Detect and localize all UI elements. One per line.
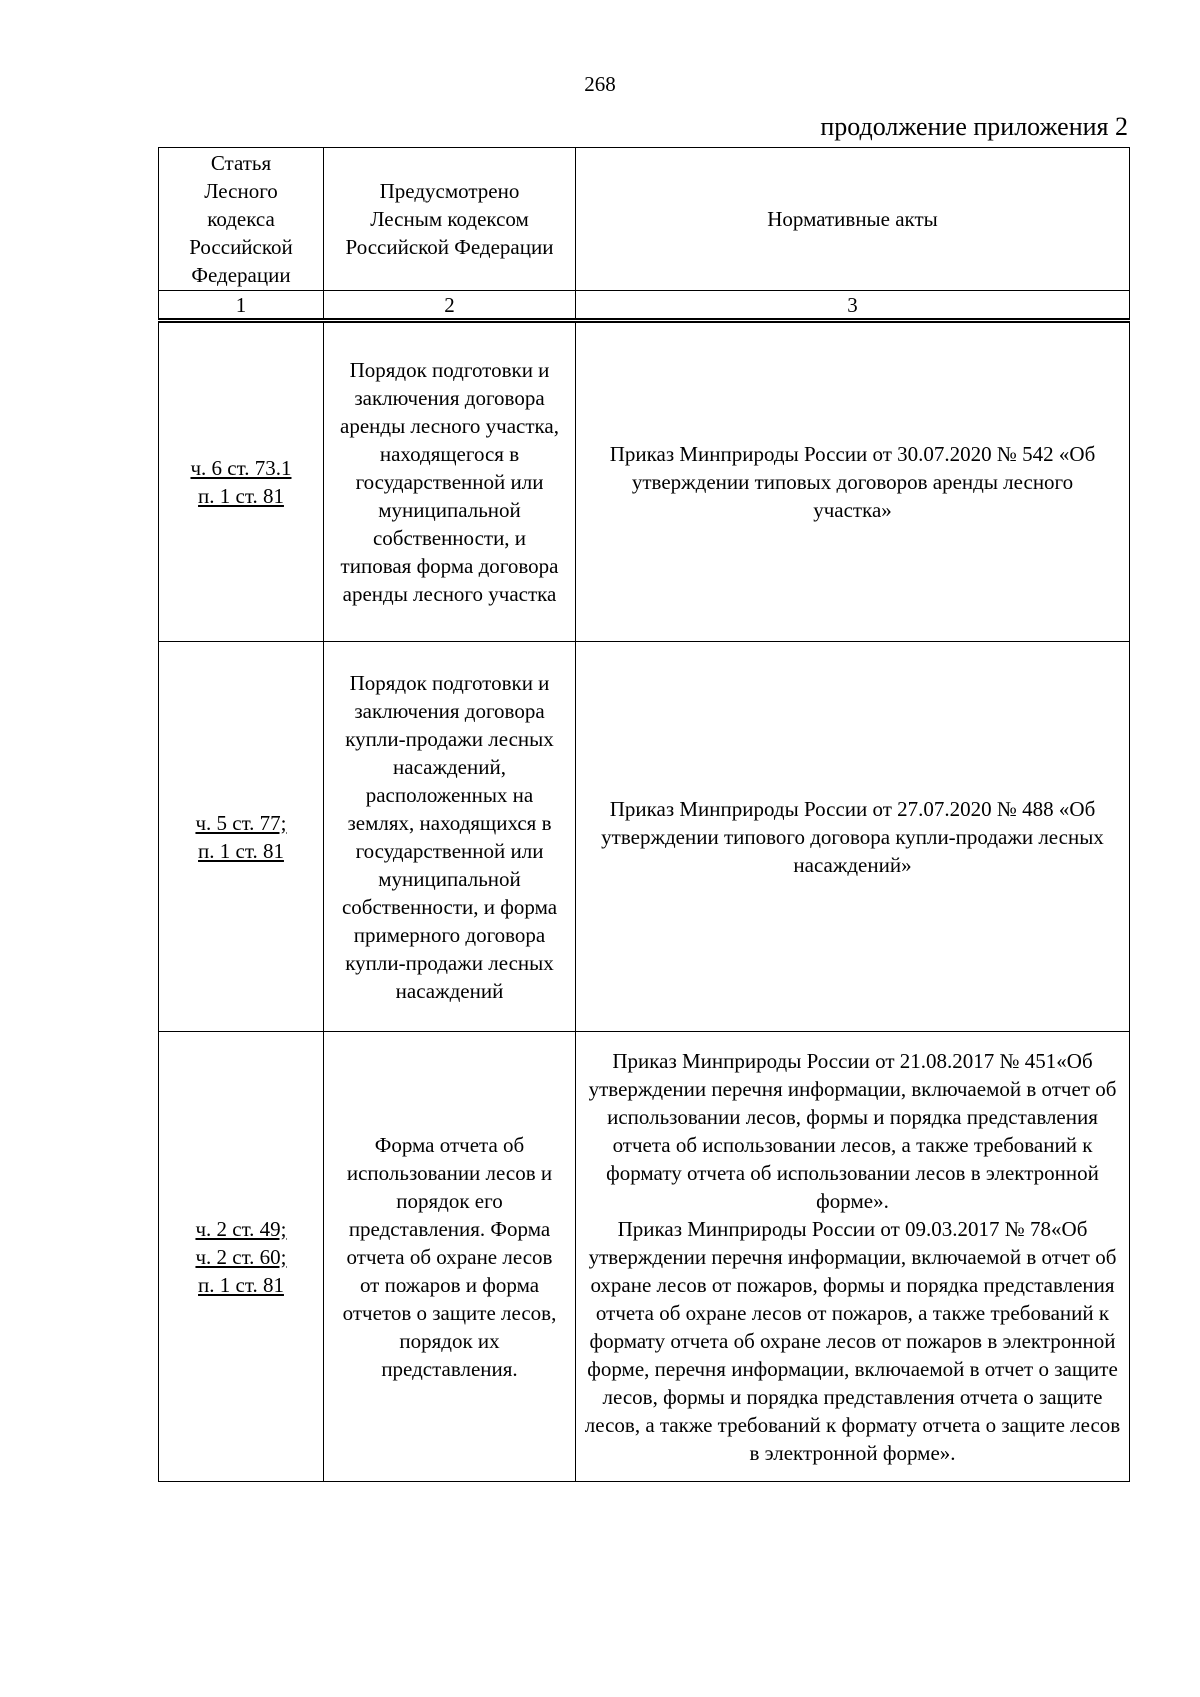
article-reference-link[interactable]: ч. 5 ст. 77; bbox=[195, 810, 287, 835]
article-cell bbox=[159, 642, 324, 1032]
normative-act: Приказ Минприроды России от 09.03.2017 № 78«Об утверждении перечня информации, включаемой в отчет об охране лесов от пожаров, формы и порядка представления отчета об охране лесов от пожаров, а также требований к формату отчета об охране лесов от пожаров в электронной форме, перечня информации, включаемой в отчет о защите лесов, формы и порядка представления отчета о защите лесов, а также требований к формату отчета о защите лесов в электронной форме». bbox=[584, 1216, 1121, 1465]
header-article: Статья Лесного кодекса Российской Федерации bbox=[159, 148, 324, 291]
column-number-row bbox=[159, 291, 1130, 321]
page-number: 268 bbox=[584, 72, 616, 96]
acts-cell bbox=[576, 642, 1130, 1032]
article-cell bbox=[159, 321, 324, 642]
article-reference-link[interactable]: ч. 2 ст. 49; bbox=[195, 1216, 287, 1241]
column-number: 3 bbox=[576, 291, 1130, 321]
article-reference-link[interactable]: ч. 2 ст. 60; bbox=[195, 1244, 287, 1269]
normative-act: Приказ Минприроды России от 27.07.2020 № 488 «Об утверждении типового договора купли-продажи лесных насаждений» bbox=[601, 796, 1104, 877]
article-reference-link[interactable]: п. 1 ст. 81 bbox=[198, 838, 284, 863]
table-row bbox=[159, 1032, 1130, 1482]
article-reference-link[interactable]: ч. 6 ст. 73.1 bbox=[190, 456, 292, 480]
regulations-table bbox=[158, 147, 1130, 1482]
acts-cell bbox=[576, 1032, 1130, 1482]
table-row bbox=[159, 642, 1130, 1032]
acts-cell bbox=[576, 321, 1130, 642]
normative-act: Приказ Минприроды России от 30.07.2020 № 542 «Об утверждении типовых договоров аренды лесного участка» bbox=[609, 442, 1096, 522]
header-acts: Нормативные акты bbox=[576, 148, 1130, 291]
appendix-continuation-label: продолжение приложения 2 bbox=[820, 112, 1128, 141]
provision-cell: Форма отчета об использовании лесов и порядок его представления. Форма отчета об охране лесов от пожаров и форма отчетов о защите лесов, порядок их представления. bbox=[324, 1032, 576, 1482]
column-number: 2 bbox=[324, 291, 576, 321]
column-number: 1 bbox=[159, 291, 324, 321]
article-reference-link[interactable]: п. 1 ст. 81 bbox=[198, 484, 284, 508]
table-header-row bbox=[159, 148, 1130, 291]
table-row bbox=[159, 321, 1130, 642]
provision-cell: Порядок подготовки и заключения договора аренды лесного участка, находящегося в государственной или муниципальной собственности, и типовая форма договора аренды лесного участка bbox=[324, 321, 576, 642]
article-reference-link[interactable]: п. 1 ст. 81 bbox=[198, 1272, 284, 1297]
provision-cell: Порядок подготовки и заключения договора купли-продажи лесных насаждений, расположенных на землях, находящихся в государственной или муниципальной собственности, и форма примерного договора купли-продажи лесных насаждений bbox=[324, 642, 576, 1032]
article-cell bbox=[159, 1032, 324, 1482]
header-provision: Предусмотрено Лесным кодексом Российской Федерации bbox=[324, 148, 576, 291]
normative-act: Приказ Минприроды России от 21.08.2017 № 451«Об утверждении перечня информации, включаемой в отчет об использовании лесов, формы и порядка представления отчета об использовании лесов, а также требований к формату отчета об использовании лесов в электронной форме». bbox=[588, 1048, 1117, 1213]
